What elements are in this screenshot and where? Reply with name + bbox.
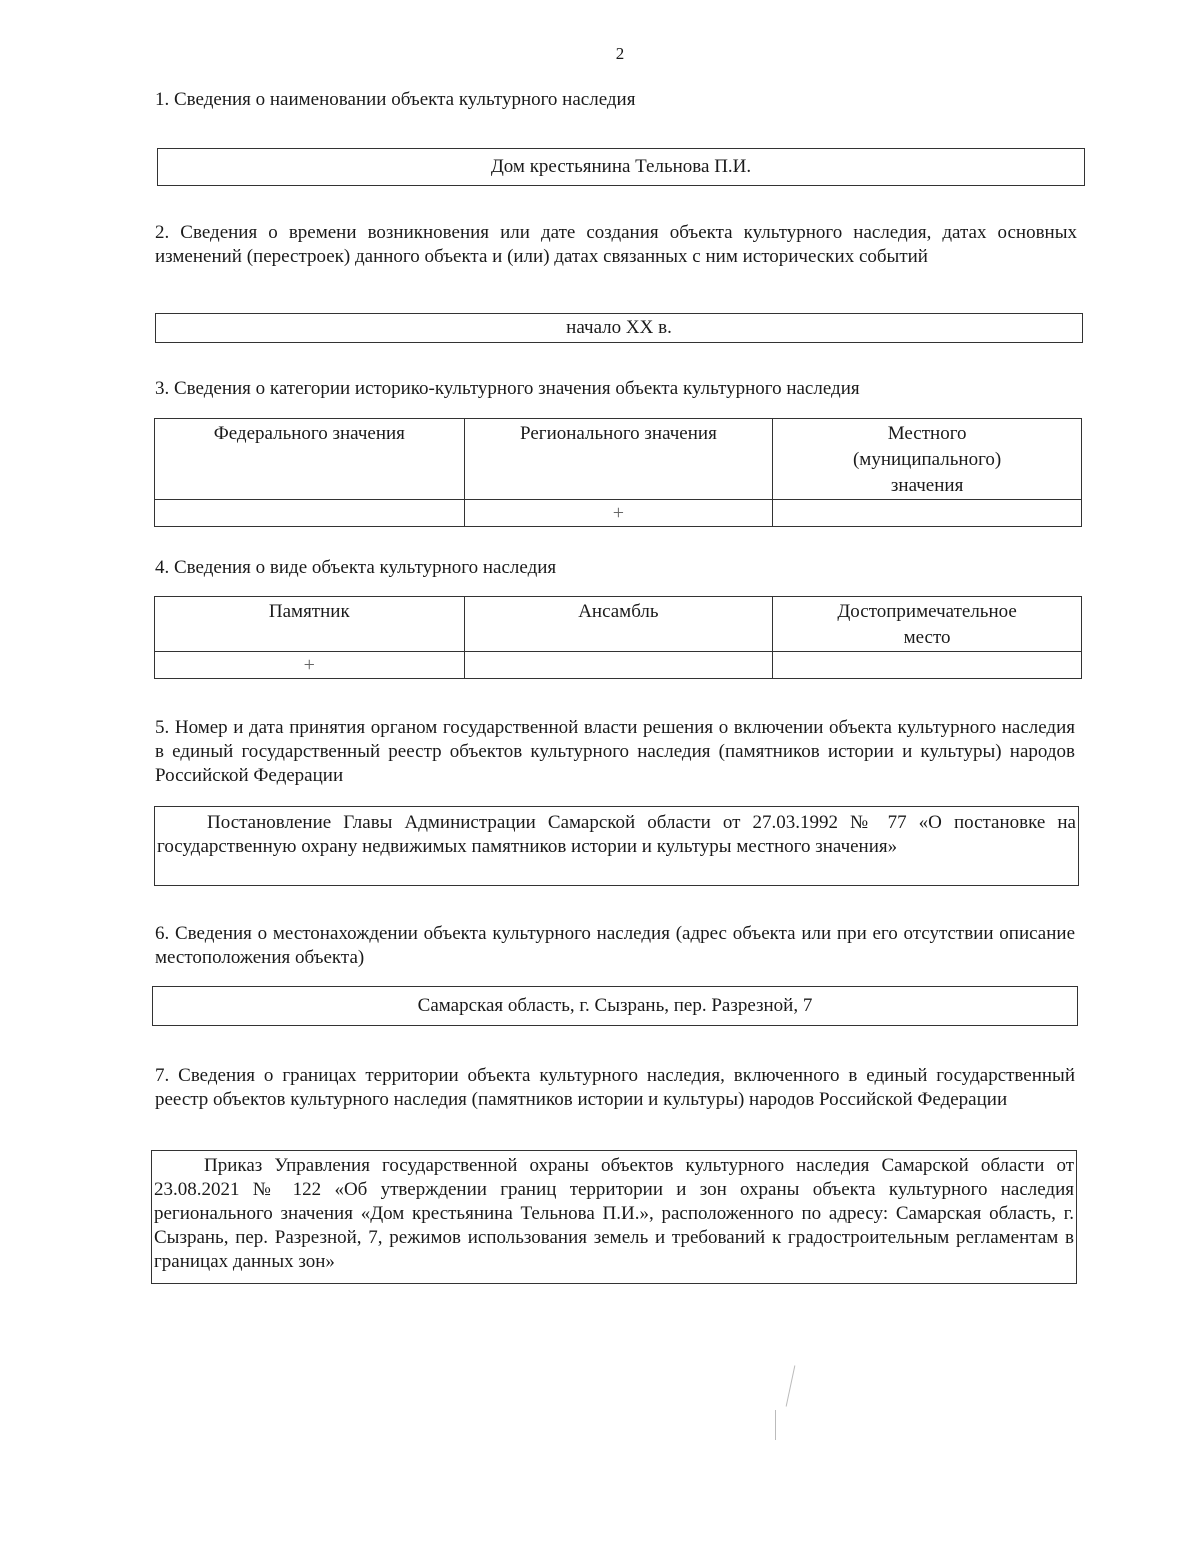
section-1-value-box xyxy=(157,148,1085,186)
section-5-heading: 5. Номер и дата принятия органом государственной власти решения о включении объекта культурного наследия в единый государственный реестр объектов культурного наследия (памятников истории и культуры) народов Российской Федерации xyxy=(155,717,1075,786)
section-7-value-box xyxy=(151,1150,1077,1284)
type-landmark-mark xyxy=(773,652,1082,679)
registry-decision-value: Постановление Главы Администрации Самарской области от 27.03.1992 № 77 «О постановке на государственную охрану недвижимых памятников истории и культуры местного значения» xyxy=(157,812,1076,857)
type-ensemble-mark xyxy=(464,652,773,679)
category-local-header: Местного (муниципального) значения xyxy=(773,419,1082,500)
type-monument-header: Памятник xyxy=(155,597,465,652)
category-table xyxy=(154,418,1082,527)
section-2-value-box xyxy=(155,313,1083,343)
object-name-value: Дом крестьянина Тельнова П.И. xyxy=(490,156,752,177)
type-monument-mark: + xyxy=(155,652,465,679)
type-table xyxy=(154,596,1082,679)
category-regional-header: Регионального значения xyxy=(464,419,773,500)
category-federal-mark xyxy=(155,500,465,527)
page-number: 2 xyxy=(615,44,625,63)
type-landmark-header: Достопримечательное место xyxy=(773,597,1082,652)
section-1-heading: 1. Сведения о наименовании объекта культурного наследия xyxy=(155,89,636,110)
section-6-heading: 6. Сведения о местонахождении объекта культурного наследия (адрес объекта или при его отсутствии описание местоположения объекта) xyxy=(155,923,1075,968)
category-federal-header: Федерального значения xyxy=(155,419,465,500)
section-4-heading: 4. Сведения о виде объекта культурного наследия xyxy=(155,557,557,578)
address-value: Самарская область, г. Сызрань, пер. Разрезной, 7 xyxy=(417,995,813,1016)
date-value: начало XX в. xyxy=(566,317,672,338)
scan-artifact xyxy=(775,1410,776,1440)
category-local-mark xyxy=(773,500,1082,527)
section-6-value-box xyxy=(152,986,1078,1026)
section-3-heading: 3. Сведения о категории историко-культурного значения объекта культурного наследия xyxy=(155,378,860,399)
category-regional-mark: + xyxy=(464,500,773,527)
section-7-heading: 7. Сведения о границах территории объекта культурного наследия, включенного в единый государственный реестр объектов культурного наследия (памятников истории и культуры) народов Российской Федерации xyxy=(155,1065,1075,1110)
section-5-value-box xyxy=(154,806,1079,886)
section-2-heading: 2. Сведения о времени возникновения или дате создания объекта культурного наследия, датах основных изменений (перестроек) данного объекта и (или) датах связанных с ним исторических событий xyxy=(155,222,1077,267)
territory-order-value: Приказ Управления государственной охраны объектов культурного наследия Самарской области от 23.08.2021 № 122 «Об утверждении границ территории и зон охраны объекта культурного наследия регионального значения «Дом крестьянина Тельнова П.И.», расположенного по адресу: Самарская область, г. Сызрань, пер. Разрезной, 7, режимов использования земель и требований к градостроительным регламентам в границах данных зон» xyxy=(154,1155,1074,1272)
scan-artifact xyxy=(786,1365,796,1406)
type-ensemble-header: Ансамбль xyxy=(464,597,773,652)
